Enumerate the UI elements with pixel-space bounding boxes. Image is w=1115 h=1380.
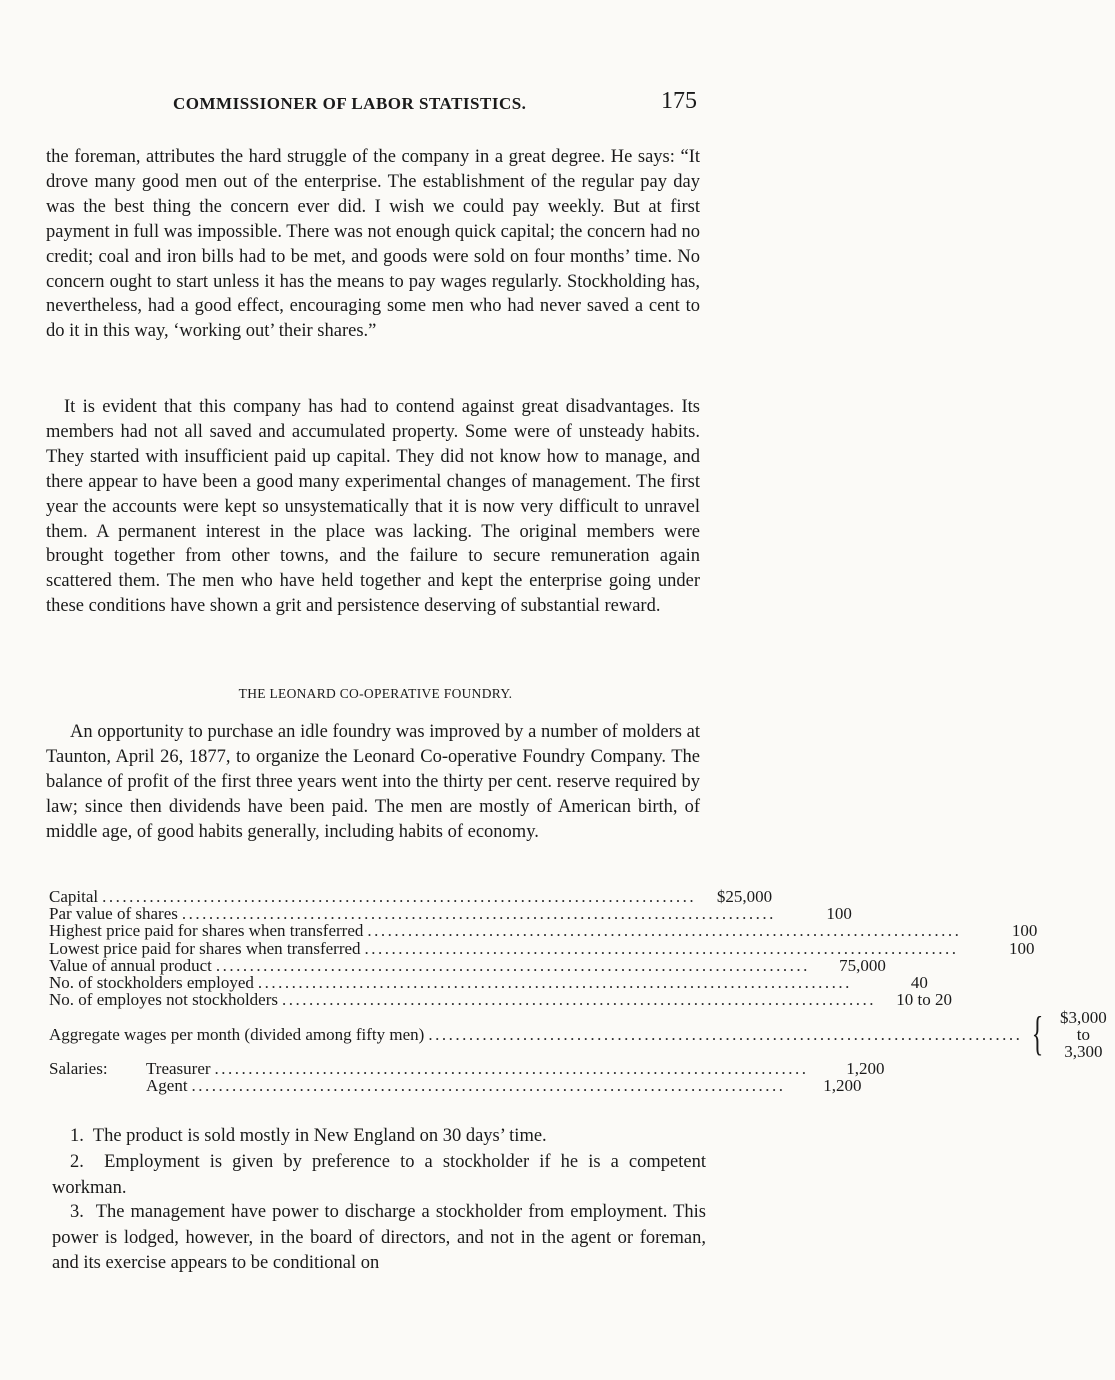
stat-value: 100: [826, 904, 852, 924]
list-number: 3.: [70, 1202, 84, 1222]
foundry-statistics-table: [49, 886, 1107, 1096]
wage-high: 3,300: [1064, 1041, 1103, 1061]
stat-value: 40: [910, 972, 928, 992]
dot-leader: ........................................................................................: [364, 938, 959, 958]
stat-value: $25,000: [716, 886, 773, 906]
stat-row-employes-not-stockholders: [49, 990, 952, 1010]
agent-label: Agent: [146, 1076, 188, 1096]
list-item-text: [52, 1200, 706, 1277]
stat-label: No. of employes not stockholders: [49, 990, 278, 1010]
dot-leader: ........................................................................................: [191, 1076, 786, 1096]
list-item: [52, 1124, 706, 1150]
wage-low: $3,000: [1059, 1007, 1107, 1027]
stat-value: 75,000: [839, 955, 886, 975]
salaries-label: Salaries:: [49, 1059, 108, 1079]
dot-leader: ........................................................................................: [428, 1024, 1023, 1044]
stat-label: Capital: [49, 886, 99, 906]
stat-label: Par value of shares: [49, 904, 178, 924]
stat-row-aggregate-wages: [49, 1007, 1107, 1061]
dot-leader: ........................................................................................: [257, 972, 852, 992]
list-item-text: [52, 1150, 706, 1201]
stat-label: Lowest price paid for shares when transferred: [49, 938, 361, 958]
stat-value: 1,200: [846, 1059, 885, 1079]
stat-row-par-value: [49, 904, 852, 924]
section-title: THE LEONARD CO-OPERATIVE FOUNDRY.: [238, 686, 513, 701]
list-number: 1.: [70, 1126, 84, 1146]
paragraph-text: It is evident that this company has had to contend against great disadvantages. Its members had not all saved and accumulated property. Some were of unsteady habits. They started with insufficient paid up capital. They did not know how to manage, and there appear to have been a good many experimental changes of management. The first year the accounts were kept so unsystematically that it is now very difficult to unravel them. A permanent interest in the place was lacking. The original members were brought together from other towns, and the failure to secure remuneration again scattered them. The men who have held together and kept the enterprise going under these conditions have shown a grit and persistence deserving of substantial reward.: [46, 397, 700, 617]
stat-label: No. of stockholders employed: [49, 972, 254, 992]
list-item: [52, 1200, 706, 1277]
paragraph-text: An opportunity to purchase an idle foundry was improved by a number of molders at Taunton, April 26, 1877, to organize the Leonard Co-operative Foundry Company. The balance of profit of the first three years went into the thirty per cent. reserve required by law; since then dividends have been paid. The men are mostly of American birth, of middle age, of good habits generally, including habits of economy.: [46, 722, 700, 842]
stat-row-lowest-price: [49, 938, 1035, 958]
stat-row-salary-treasurer: [49, 1059, 885, 1079]
list-text: The management have power to discharge a stockholder from employment. This power is lodged, however, in the board of directors, and not in the agent or foreman, and its exercise appears to be conditional on: [52, 1202, 706, 1273]
page-number: 175: [661, 88, 697, 114]
stat-label: Value of annual product: [49, 955, 212, 975]
treasurer-label: Treasurer: [146, 1059, 211, 1079]
wage-range: [1051, 1009, 1115, 1061]
dot-leader: ........................................................................................: [282, 990, 876, 1010]
list-number: 2.: [70, 1152, 84, 1172]
page-header: [48, 88, 703, 122]
stat-value: 100: [1009, 938, 1035, 958]
paragraph-foundry-intro: [46, 720, 700, 845]
paragraph-text: the foreman, attributes the hard struggle of the company in a great degree. He says: “It drove many good men out of the enterprise. The establishment of the regular pay day was the best thing the concern ever did. I wish we could pay weekly. But at first payment in full was impossible. There was not enough quick capital; the concern had no credit; coal and iron bills had to be met, and goods were sold on four months’ time. No concern ought to start unless it has the means to pay wages regularly. Stockholding has, nevertheless, had a good effect, encouraging some men who had never saved a cent to do it in this way, ‘working out’ their shares.”: [46, 147, 700, 342]
dot-leader: ........................................................................................: [215, 955, 810, 975]
wage-to: to: [1076, 1024, 1090, 1044]
running-head: COMMISSIONER OF LABOR STATISTICS.: [173, 94, 527, 113]
paragraph-disadvantages: [46, 395, 700, 619]
stat-label: Aggregate wages per month (divided among fifty men): [49, 1024, 425, 1044]
list-text: The product is sold mostly in New England on 30 days’ time.: [92, 1126, 547, 1146]
stat-row-stockholders-employed: [49, 972, 928, 992]
dot-leader: ........................................................................................: [367, 921, 962, 941]
stat-value: 100: [1011, 921, 1038, 941]
list-item-text: [52, 1124, 706, 1150]
stat-label: Highest price paid for shares when transferred: [49, 921, 364, 941]
stat-row-highest-price: [49, 921, 1038, 941]
dot-leader: ........................................................................................: [102, 886, 697, 906]
curly-brace: {: [1032, 1007, 1044, 1061]
paragraph-foreman-quote: [46, 145, 700, 344]
stat-value: 10 to 20: [896, 990, 952, 1010]
stat-row-capital: [49, 886, 773, 906]
list-text: Employment is given by preference to a stockholder if he is a competent workman.: [52, 1152, 706, 1198]
stat-row-salary-agent: [49, 1076, 862, 1096]
stat-row-annual-product: [49, 955, 886, 975]
dot-leader: ........................................................................................: [181, 904, 776, 924]
dot-leader: ........................................................................................: [214, 1059, 809, 1079]
list-item: [52, 1150, 706, 1201]
stat-label: [49, 1060, 211, 1077]
stat-value: 1,200: [823, 1076, 862, 1096]
